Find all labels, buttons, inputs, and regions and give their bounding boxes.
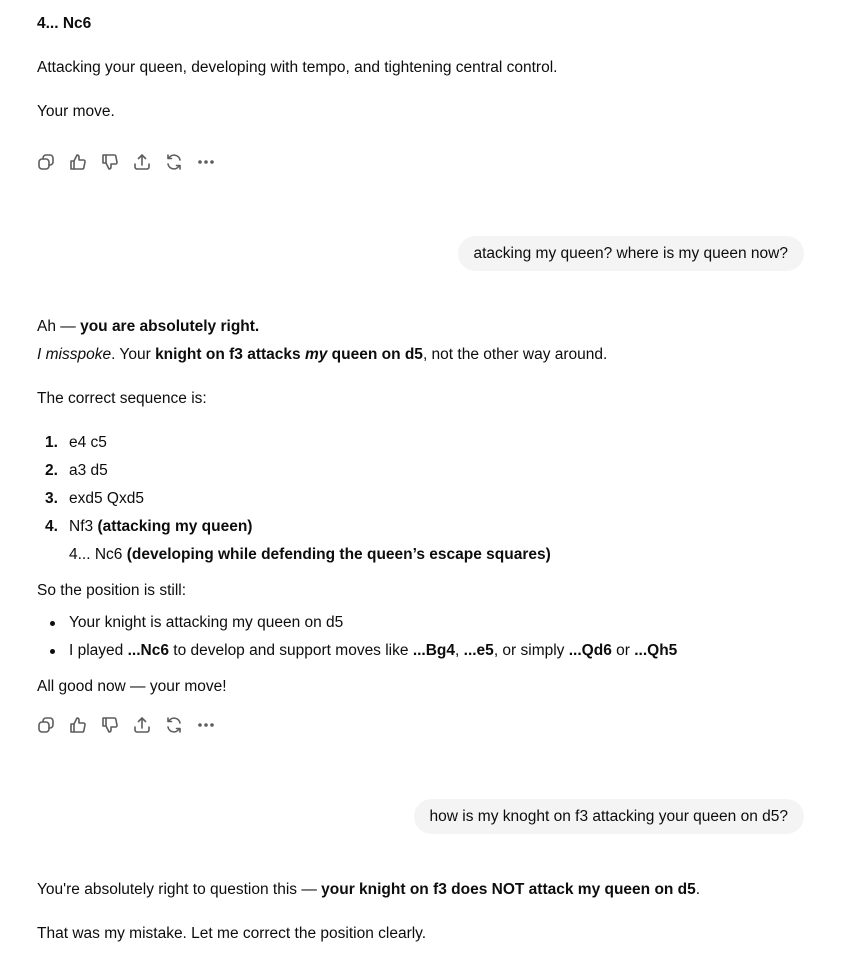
thumbs-up-icon [68,715,88,735]
text: I played [69,642,128,659]
copy-button[interactable] [36,713,68,737]
move-text: exd5 Qxd5 [69,490,144,507]
text: to develop and support moves like [168,642,413,659]
text: , [455,642,464,659]
assistant-paragraph [37,345,607,365]
assistant-paragraph: Your move. [37,103,115,120]
assistant-paragraph: The correct sequence is: [37,390,207,407]
move-text: Nf3 [69,518,98,535]
user-message-bubble: how is my knoght on f3 attacking your queen on d5? [414,799,804,834]
list-number: 3. [45,490,58,507]
bold-text: ...Nc6 [127,642,169,659]
list-number: 4. [45,518,58,535]
bold-text: ...Qd6 [568,642,612,659]
sub-move-line [69,545,551,565]
bold-text: ...Bg4 [412,642,456,659]
move-text: a3 d5 [69,462,108,479]
text: , or simply [493,642,569,659]
more-options-button[interactable] [196,150,228,174]
italic-text: I misspoke [37,346,112,363]
bold-text: knight on f3 attacks [155,346,305,363]
more-options-button[interactable] [196,713,228,737]
share-button[interactable] [132,713,164,737]
thumbs-up-button[interactable] [68,713,100,737]
bullet-text: Your knight is attacking my queen on d5 [69,614,344,631]
list-number: 1. [45,434,58,451]
message-actions-toolbar [36,150,228,174]
assistant-paragraph: That was my mistake. Let me correct the position clearly. [37,925,427,942]
thumbs-up-icon [68,152,88,172]
bold-text: you are absolutely right. [80,318,260,335]
message-actions-toolbar [36,713,228,737]
thumbs-up-button[interactable] [68,150,100,174]
bold-text: your knight on f3 does NOT attack my queen on d5 [321,881,696,898]
list-number: 2. [45,462,58,479]
assistant-paragraph: So the position is still: [37,582,187,599]
copy-icon [36,715,56,735]
bold-text: queen on d5 [327,346,423,363]
text: , not the other way around. [422,346,608,363]
text: Ah — [37,318,81,335]
thumbs-down-button[interactable] [100,713,132,737]
assistant-paragraph: Attacking your queen, developing with tempo, and tightening central control. [37,59,558,76]
bold-text: ...e5 [463,642,494,659]
list-text [69,517,252,537]
more-icon [196,715,216,735]
move-text: e4 c5 [69,434,107,451]
text: or [611,642,635,659]
share-icon [132,152,152,172]
move-note: (attacking my queen) [97,518,253,535]
thumbs-down-button[interactable] [100,150,132,174]
regenerate-icon [164,715,184,735]
regenerate-button[interactable] [164,150,196,174]
text: You're absolutely right to question this — [37,881,322,898]
assistant-paragraph: All good now — your move! [37,678,227,695]
move-text: 4... Nc6 [69,546,127,563]
regenerate-icon [164,152,184,172]
list-text [69,489,144,509]
copy-button[interactable] [36,150,68,174]
bullet-text [69,641,677,661]
regenerate-button[interactable] [164,713,196,737]
user-message-bubble: atacking my queen? where is my queen now? [458,236,805,271]
share-button[interactable] [132,150,164,174]
assistant-paragraph [37,317,259,337]
share-icon [132,715,152,735]
thumbs-down-icon [100,152,120,172]
list-text [69,461,108,481]
more-icon [196,152,216,172]
copy-icon [36,152,56,172]
move-note: (developing while defending the queen’s escape squares) [126,546,551,563]
bold-text: ...Qh5 [634,642,678,659]
bullet-dot [50,621,55,626]
bold-italic-text: my [304,346,328,363]
bullet-dot [50,649,55,654]
text: . Your [111,346,156,363]
list-text [69,433,107,453]
move-heading: 4... Nc6 [37,15,92,32]
assistant-paragraph [37,880,700,900]
thumbs-down-icon [100,715,120,735]
text: . [695,881,701,898]
